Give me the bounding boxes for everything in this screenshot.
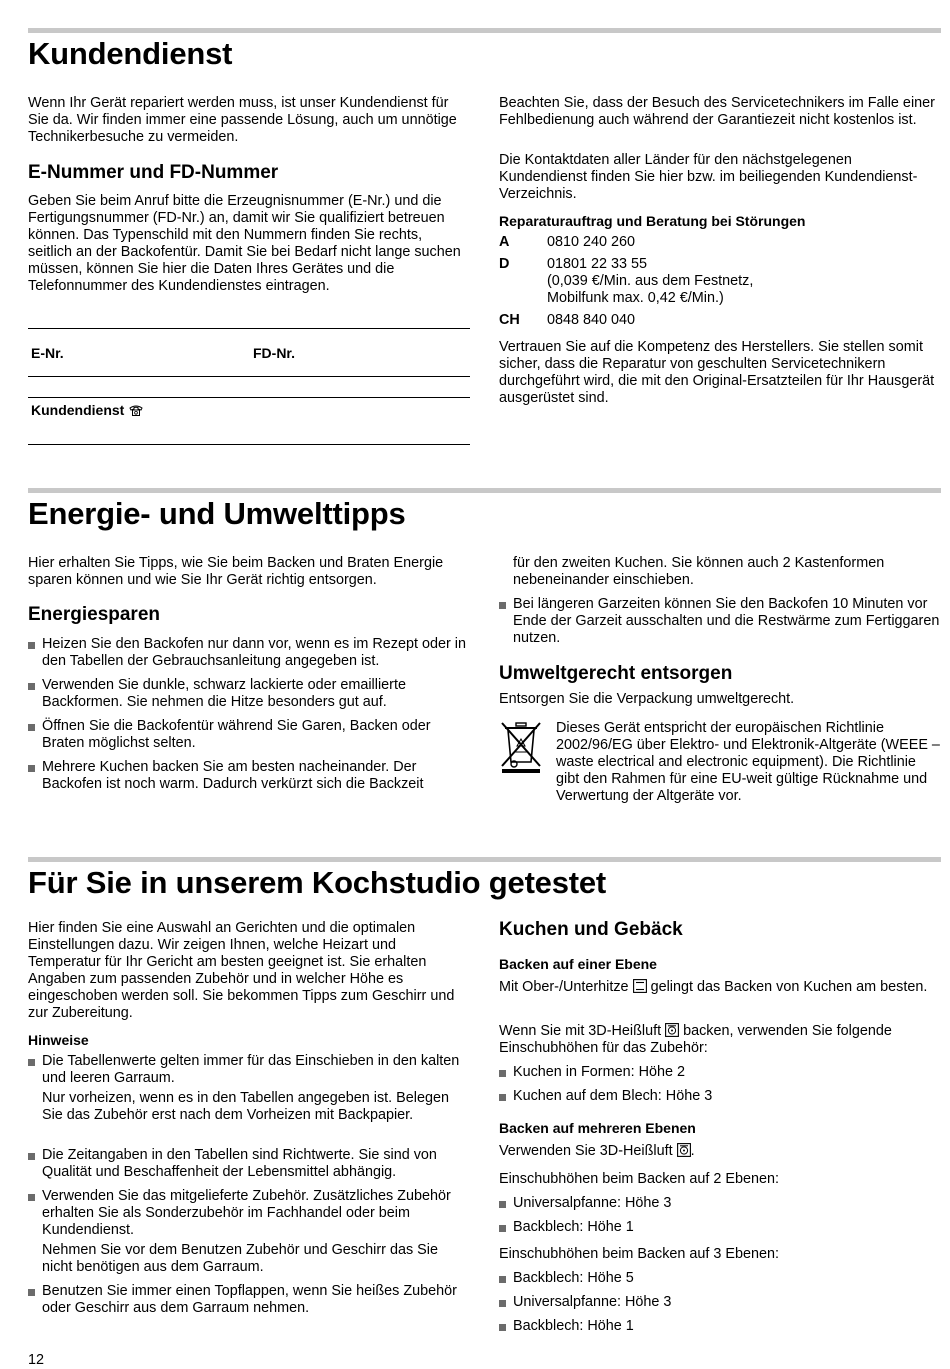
form-line [28, 397, 470, 398]
kundendienst-right-p3: Vertrauen Sie auf die Kompetenz des Herstellers. Sie stellen somit sicher, dass die Reparatur von geschulten Servicetechnikern durchgeführt wird, die mit den Original-Ersatzteilen für Ihr Hausgerät ausgerüstet sind. [499, 339, 935, 406]
mehr-paragraph-1 [499, 1143, 929, 1160]
einschub-item: Backblech: Höhe 1 [499, 1318, 933, 1335]
form-line [28, 376, 470, 377]
kundendienst-intro: Wenn Ihr Gerät repariert werden muss, ist unser Kundendienst für Sie da. Wir finden immer eine passende Lösung, auch um unnötige Technikerbesuche zu vermeiden. [28, 95, 457, 145]
contact-number-d: 01801 22 33 55 [547, 256, 648, 272]
einschub-item: Backblech: Höhe 5 [499, 1270, 933, 1287]
einschub-item: Universalpfanne: Höhe 3 [499, 1195, 933, 1212]
hinweise-title: Hinweise [28, 1032, 89, 1048]
ebene-p2-a: Wenn Sie mit 3D-Heißluft [499, 1023, 662, 1039]
energy-tip: Verwenden Sie dunkle, schwarz lackierte oder emaillierte Backformen. Sie nehmen die Hitze besonders gut auf. [28, 677, 472, 711]
hinweis-item-note: Nehmen Sie vor dem Benutzen Zubehör und Geschirr das Sie nicht benötigen aus dem Garraum. [42, 1242, 438, 1275]
ebene-p1-b: gelingt das Backen von Kuchen am besten. [650, 979, 928, 995]
energie-intro: Hier erhalten Sie Tipps, wie Sie beim Backen und Braten Energie sparen können und wie Sie Ihr Gerät richtig entsorgen. [28, 555, 444, 588]
ebene-paragraph-1 [499, 979, 929, 996]
mehr-p1-b: . [690, 1143, 695, 1159]
section-title-kochstudio: Für Sie in unserem Kochstudio getestet [28, 865, 607, 900]
mehr-title: Backen auf mehreren Ebenen [499, 1120, 696, 1136]
e-nummer-text: Geben Sie beim Anruf bitte die Erzeugnisnummer (E-Nr.) und die Fertigungsnummer (FD-Nr.) an, damit wir Sie qualifiziert betreuen können. Das Typenschild mit den Nummern finden Sie rechts, seitlich an der Backofentür. Damit Sie bei Bedarf nicht lange suchen müssen, können Sie hier die Daten Ihres Gerätes und die Telefonnummer des Kundendienstes eintragen. [28, 193, 461, 294]
einschub-item: Kuchen auf dem Blech: Höhe 3 [499, 1088, 933, 1105]
energy-tip: Mehrere Kuchen backen Sie am besten nacheinander. Der Backofen ist noch warm. Dadurch verkürzt sich die Backzeit [28, 759, 472, 793]
field-label-kundendienst-text: Kundendienst [31, 402, 125, 418]
phone-icon [128, 404, 144, 417]
top-bottom-heat-icon [633, 979, 647, 993]
hinweis-item-note: Nur vorheizen, wenn es in den Tabellen angegeben ist. Belegen Sie das Zubehör erst nach dem Vorheizen mit Backpapier. [42, 1090, 449, 1123]
section-rule [28, 857, 941, 862]
field-label-kundendienst [31, 402, 144, 418]
contact-number-ch: 0848 840 040 [547, 312, 636, 328]
ebene-p2-b: backen, verwenden Sie folgende Einschubhöhen für das Zubehör: [499, 1023, 892, 1056]
einschub-item: Kuchen in Formen: Höhe 2 [499, 1064, 933, 1081]
hinweis-item: Die Tabellenwerte gelten immer für das Einschieben in den kalten und leeren Garraum. [28, 1053, 472, 1087]
contact-note-d-2: Mobilfunk max. 0,42 €/Min.) [547, 290, 724, 306]
hinweis-item: Die Zeitangaben in den Tabellen sind Richtwerte. Sie sind von Qualität und Beschaffenheit der Lebensmittel abhängig. [28, 1147, 478, 1181]
3d-hot-air-icon [677, 1143, 691, 1157]
mehr-paragraph-3: Einschubhöhen beim Backen auf 3 Ebenen: [499, 1246, 780, 1262]
mehr-p1-a: Verwenden Sie 3D-Heißluft [499, 1143, 673, 1159]
kochstudio-intro: Hier finden Sie eine Auswahl an Gerichten und die optimalen Einstellungen dazu. Wir zeigen Ihnen, welche Heizart und Temperatur für Ihr Gericht am besten geeignet ist. Sie erhalten Angaben zum passenden Zubehör und in welcher Höhe es eingeschoben werden soll. Sie bekommen Tipps zum Geschirr und zur Zubereitung. [28, 920, 455, 1021]
section-title-energie: Energie- und Umwelttipps [28, 496, 406, 531]
energy-tip: Heizen Sie den Backofen nur dann vor, wenn es im Rezept oder in den Tabellen der Gebrauchsanleitung angegeben ist. [28, 636, 472, 670]
weee-bin-icon [499, 720, 543, 774]
form-line [28, 444, 470, 445]
kundendienst-right-p1: Beachten Sie, dass der Besuch des Servicetechnikers im Falle einer Fehlbedienung auch während der Garantiezeit nicht kostenlos ist. [499, 95, 935, 128]
contact-country-ch: CH [499, 312, 520, 328]
hinweis-item: Verwenden Sie das mitgelieferte Zubehör. Zusätzliches Zubehör erhalten Sie als Sonderzubehör im Fachhandel oder beim Kundendienst. [28, 1188, 472, 1239]
contact-note-d-1: (0,039 €/Min. aus dem Festnetz, [547, 273, 754, 289]
contact-country-a: A [499, 234, 510, 250]
3d-hot-air-icon [665, 1023, 679, 1037]
field-label-e-nr: E-Nr. [31, 345, 64, 361]
dispose-text: Entsorgen Sie die Verpackung umweltgerecht. [499, 691, 795, 707]
ebene-p1-a: Mit Ober-/Unterhitze [499, 979, 629, 995]
mehr-paragraph-2: Einschubhöhen beim Backen auf 2 Ebenen: [499, 1171, 780, 1187]
energy-tip: Öffnen Sie die Backofentür während Sie Garen, Backen oder Braten möglichst selten. [28, 718, 472, 752]
ebene-paragraph-2 [499, 1023, 931, 1057]
section-rule [28, 28, 941, 33]
subtitle-energiesparen: Energiesparen [28, 604, 160, 625]
subtitle-kuchen: Kuchen und Gebäck [499, 919, 683, 940]
einschub-item: Universalpfanne: Höhe 3 [499, 1294, 933, 1311]
energy-tip: Bei längeren Garzeiten können Sie den Backofen 10 Minuten vor Ende der Garzeit ausschalten und die Restwärme zum Fertiggaren nutzen. [499, 596, 941, 647]
contact-number-a: 0810 240 260 [547, 234, 636, 250]
page-number: 12 [28, 1352, 45, 1368]
einschub-item: Backblech: Höhe 1 [499, 1219, 933, 1236]
section-title-kundendienst: Kundendienst [28, 36, 233, 71]
section-rule [28, 488, 941, 493]
ebene-title: Backen auf einer Ebene [499, 956, 657, 972]
weee-text: Dieses Gerät entspricht der europäischen Richtlinie 2002/96/EG über Elektro- und Elektronik-Altgeräte (WEEE – waste electrical and electronic equipment). Die Richtlinie gibt den Rahmen für eine EU-weit gültige Rücknahme und Verwertung der Altgeräte vor. [556, 720, 940, 804]
kundendienst-right-p2: Die Kontaktdaten aller Länder für den nächstgelegenen Kundendienst finden Sie hier bzw. im beiliegenden Kundendienst-Verzeichnis. [499, 152, 918, 202]
form-line [28, 328, 470, 329]
hinweis-item: Benutzen Sie immer einen Topflappen, wenn Sie heißes Zubehör oder Geschirr aus dem Garraum nehmen. [28, 1283, 462, 1317]
contacts-title: Reparaturauftrag und Beratung bei Störungen [499, 213, 806, 229]
subtitle-e-nummer: E-Nummer und FD-Nummer [28, 162, 279, 183]
subtitle-umweltgerecht: Umweltgerecht entsorgen [499, 663, 733, 684]
field-label-fd-nr: FD-Nr. [253, 345, 295, 361]
contact-country-d: D [499, 256, 510, 272]
energy-tip-continued: für den zweiten Kuchen. Sie können auch 2 Kastenformen nebeneinander einschieben. [513, 555, 885, 588]
